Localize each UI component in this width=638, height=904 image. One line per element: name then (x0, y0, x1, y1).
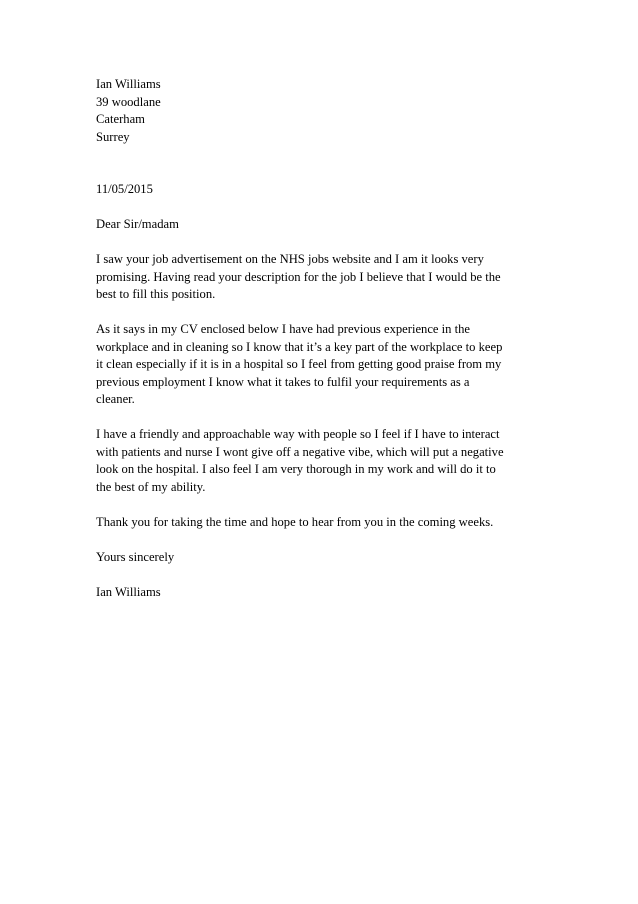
cover-letter (96, 76, 546, 601)
paragraph-line: I saw your job advertisement on the NHS jobs website and I am it looks very (96, 252, 484, 266)
paragraph-experience (96, 321, 546, 409)
letter-date: 11/05/2015 (96, 182, 153, 196)
salutation: Dear Sir/madam (96, 217, 179, 231)
paragraph-personality (96, 426, 546, 496)
paragraph-intro (96, 251, 546, 304)
paragraph-line: the best of my ability. (96, 479, 206, 494)
paragraph-line: promising. Having read your description for the job I believe that I would be the (96, 269, 501, 284)
sender-name: Ian Williams (96, 77, 161, 91)
paragraph-line: cleaner. (96, 392, 135, 406)
paragraph-line: As it says in my CV enclosed below I have had previous experience in the (96, 322, 470, 336)
sender-street: 39 woodlane (96, 94, 161, 109)
closing: Yours sincerely (96, 549, 175, 564)
paragraph-line: previous employment I know what it takes to fulfil your requirements as a (96, 374, 470, 389)
paragraph-line: I have a friendly and approachable way with people so I feel if I have to interact (96, 427, 500, 441)
paragraph-line: look on the hospital. I also feel I am very thorough in my work and will do it to (96, 462, 496, 476)
paragraph-line: best to fill this position. (96, 287, 216, 301)
sender-town: Caterham (96, 112, 145, 126)
sender-county: Surrey (96, 129, 130, 144)
paragraph-line: it clean especially if it is in a hospital so I feel from getting good praise from my (96, 357, 502, 371)
paragraph-line: workplace and in cleaning so I know that it’s a key part of the workplace to keep (96, 339, 503, 354)
paragraph-thanks (96, 514, 546, 532)
sender-address (96, 76, 546, 146)
signature-name: Ian Williams (96, 584, 161, 599)
paragraph-line: Thank you for taking the time and hope to hear from you in the coming weeks. (96, 514, 494, 529)
paragraph-line: with patients and nurse I wont give off a negative vibe, which will put a negative (96, 444, 504, 459)
